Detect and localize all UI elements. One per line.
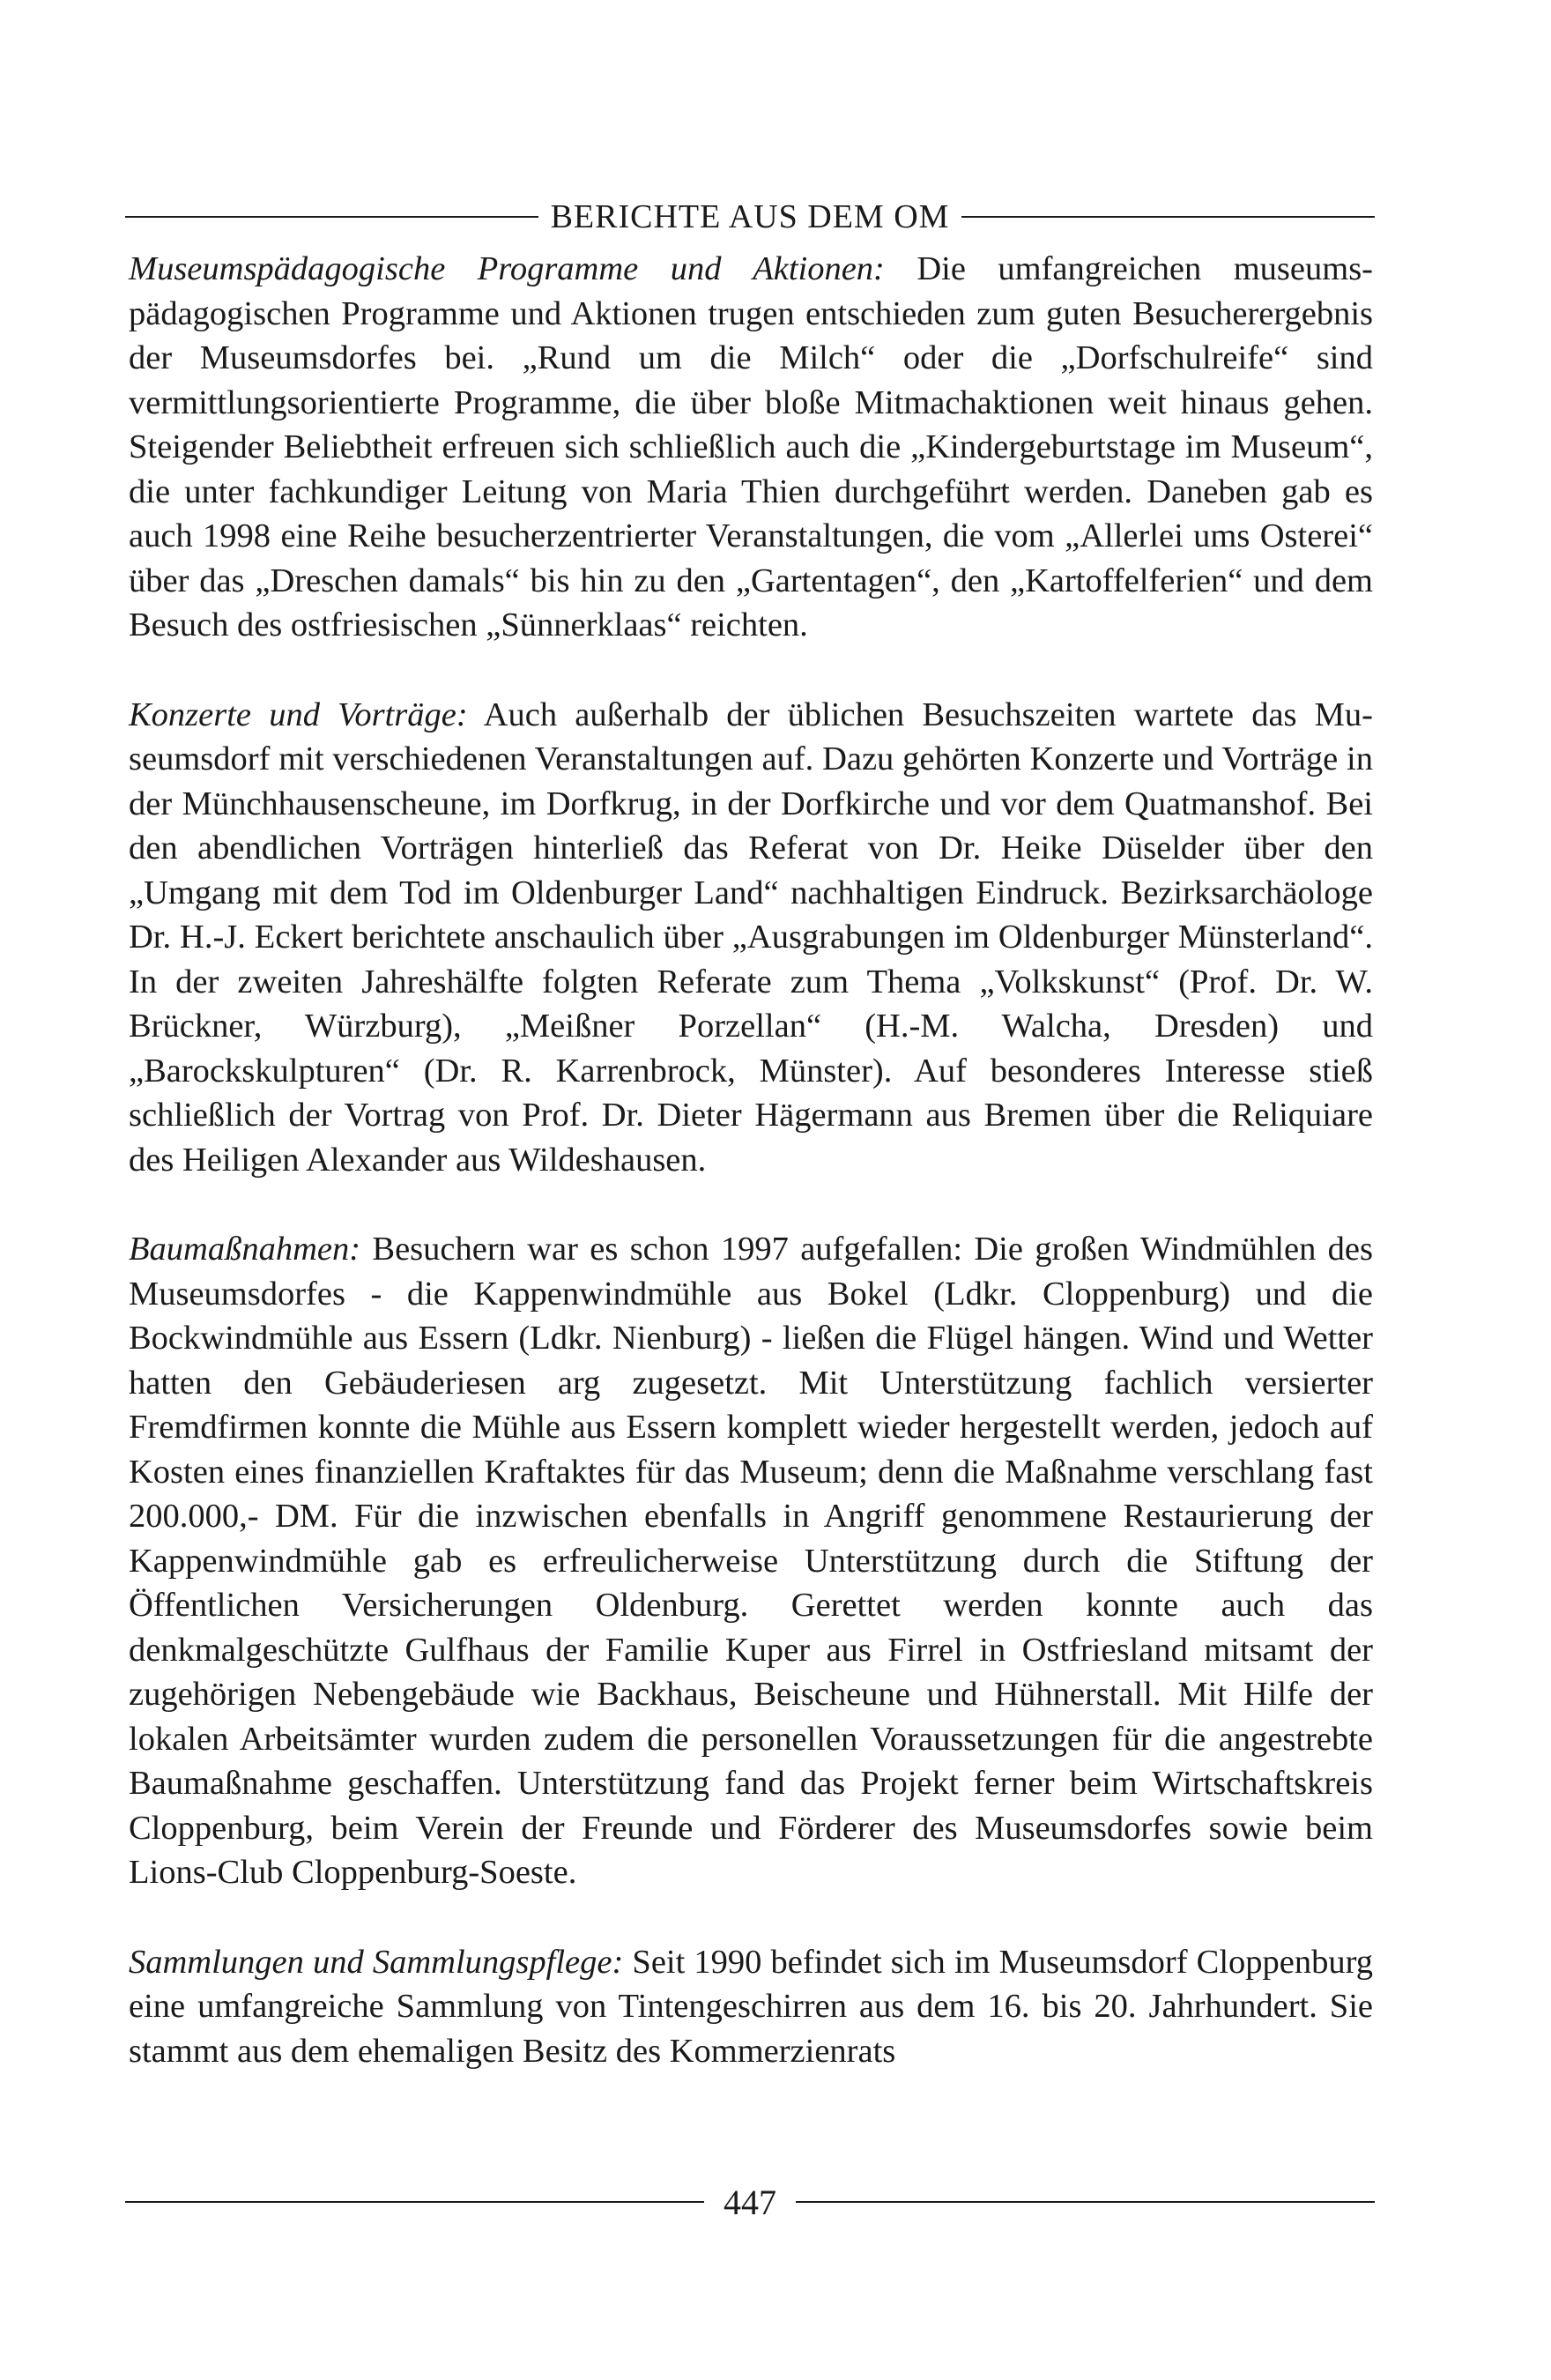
footer-rule-right xyxy=(796,2201,1375,2203)
running-head-rule-right xyxy=(961,216,1375,218)
running-head-rule-left xyxy=(125,216,538,218)
paragraph-text: Seit 1990 befindet sich im Museumsdorf Cloppenburg eine umfangreiche Sammlung von Tintengeschirren aus dem 16. bis 20. Jahrhundert. Sie stammt aus dem ehemaligen Besitz des Kommerzienrats xyxy=(129,1943,1373,2070)
running-head xyxy=(125,192,1375,242)
paragraph-construction xyxy=(129,1227,1373,1895)
footer-rule-left xyxy=(125,2201,704,2203)
running-head-title: BERICHTE AUS DEM OM xyxy=(550,198,950,235)
paragraph-lead: Baumaßnahmen: xyxy=(129,1231,361,1268)
paragraph-text: Auch außerhalb der üblichen Besuchszeiten wartete das Museumsdorf mit verschiedenen Veranstaltungen auf. Dazu gehörten Konzerte und Vorträge in der Münchhausenscheune, im Dorfkrug, in der Dorfkirche und vor dem Quatmanshof. Bei den abendlichen Vorträgen hinterließ das Referat von Dr. Heike Düselder über den „Umgang mit dem Tod im Oldenburger Land“ nachhaltigen Eindruck. Bezirksarchäologe Dr. H.-J. Eckert berichtete anschaulich über „Ausgrabungen im Oldenburger Münsterland“. In der zweiten Jahreshälfte folgten Referate zum Thema „Volkskunst“ (Prof. Dr. W. Brückner, Würzburg), „Meißner Porzellan“ (H.-M. Walcha, Dresden) und „Barockskulpturen“ (Dr. R. Karrenbrock, Münster). Auf besonderes Interesse stieß schließlich der Vortrag von Prof. Dr. Dieter Hägermann aus Bremen über die Reliquiare des Heiligen Alexander aus Wildeshausen. xyxy=(129,695,1373,1179)
paragraph-lead: Museumspädagogische Programme und Aktionen: xyxy=(129,250,885,287)
paragraph-text: Besuchern war es schon 1997 aufgefallen: Die großen Windmühlen des Museumsdorfes - die Kappenwindmühle aus Bokel (Ldkr. Cloppenburg) und die Bockwindmühle aus Essern (Ldkr. Nienburg) - ließen die Flügel hängen. Wind und Wetter hatten den Gebäuderiesen arg zugesetzt. Mit Unterstützung fachlich versierter Fremdfirmen konnte die Mühle aus Essern komplett wieder hergestellt werden, jedoch auf Kosten eines finanziellen Kraftaktes für das Museum; denn die Maßnahme verschlang fast 200.000,- DM. Für die inzwischen ebenfalls in Angriff genommene Restaurierung der Kappenwindmühle gab es erfreulicherweise Unterstützung durch die Stiftung der Öffentlichen Versicherungen Oldenburg. Gerettet werden konnte auch das denkmalgeschützte Gulfhaus der Familie Kuper aus Firrel in Ostfriesland mitsamt der zugehörigen Nebengebäude wie Backhaus, Beischeune und Hühnerstall. Mit Hilfe der lokalen Arbeitsämter wurden zudem die personellen Voraussetzungen für die angestrebte Baumaßnahme geschaffen. Unterstützung fand das Projekt ferner beim Wirtschaftskreis Cloppenburg, beim Verein der Freunde und Förderer des Museumsdorfes sowie beim Lions-Club Cloppenburg-Soeste. xyxy=(129,1231,1373,1891)
paragraph-text: Die umfangreichen museumspädagogischen Programme und Aktionen trugen entschieden zum guten Besucherergebnis der Museumsdorfes bei. „Rund um die Milch“ oder die „Dorfschulreife“ sind vermittlungsorientierte Programme, die über bloße Mitmachaktionen weit hinaus gehen. Steigender Beliebtheit erfreuen sich schließlich auch die „Kindergeburtstage im Museum“, die unter fachkundiger Leitung von Maria Thien durchgeführt werden. Daneben gab es auch 1998 eine Reihe besucherzentrierter Veranstaltungen, die vom „Allerlei ums Osterei“ über das „Dreschen damals“ bis hin zu den „Gartentagen“, den „Kartoffelferien“ und dem Besuch des ostfriesischen „Sünnerklaas“ reichten. xyxy=(129,250,1373,643)
body-text xyxy=(129,247,1373,2073)
paragraph-collections xyxy=(129,1940,1373,2074)
paragraph-lead: Sammlungen und Sammlungspflege: xyxy=(129,1943,624,1981)
page-footer xyxy=(125,2177,1375,2227)
page-number: 447 xyxy=(724,2182,776,2222)
paragraph-lead: Konzerte und Vorträge: xyxy=(129,695,468,733)
paragraph-concerts-lectures xyxy=(129,693,1373,1183)
paragraph-museum-education xyxy=(129,247,1373,648)
